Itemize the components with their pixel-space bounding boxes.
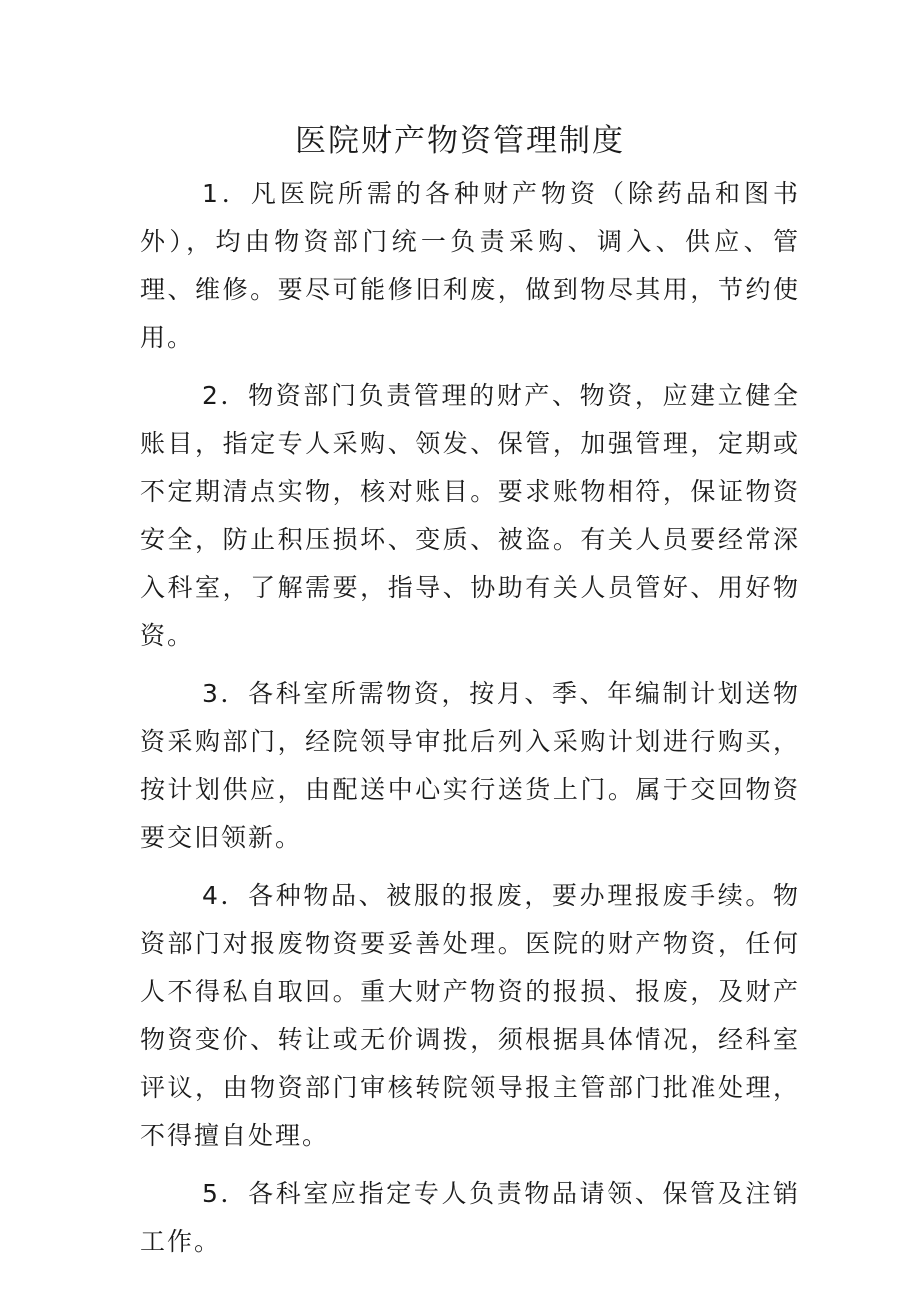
- paragraph-1: 1．凡医院所需的各种财产物资（除药品和图书外），均由物资部门统一负责采购、调入、供应、管理、维修。要尽可能修旧利废，做到物尽其用，节约使用。: [140, 179, 800, 352]
- paragraph-5: 5．各科室应指定专人负责物品请领、保管及注销工作。: [140, 1179, 800, 1256]
- document-body: [140, 170, 800, 1276]
- paragraph-3: 3．各科室所需物资，按月、季、年编制计划送物资采购部门，经院领导审批后列入采购计划进行购买，按计划供应，由配送中心实行送货上门。属于交回物资要交旧领新。: [140, 679, 800, 852]
- document-title: 医院财产物资管理制度: [295, 123, 625, 159]
- paragraph-4: 4．各种物品、被服的报废，要办理报废手续。物资部门对报废物资要妥善处理。医院的财产物资，任何人不得私自取回。重大财产物资的报损、报废，及财产物资变价、转让或无价调拨，须根据具体情况，经科室评议，由物资部门审核转院领导报主管部门批准处理，不得擅自处理。: [140, 881, 800, 1150]
- paragraph-2: 2．物资部门负责管理的财产、物资，应建立健全账目，指定专人采购、领发、保管，加强管理，定期或不定期清点实物，核对账目。要求账物相符，保证物资安全，防止积压损坏、变质、被盗。有关人员要经常深入科室，了解需要，指导、协助有关人员管好、用好物资。: [140, 381, 800, 650]
